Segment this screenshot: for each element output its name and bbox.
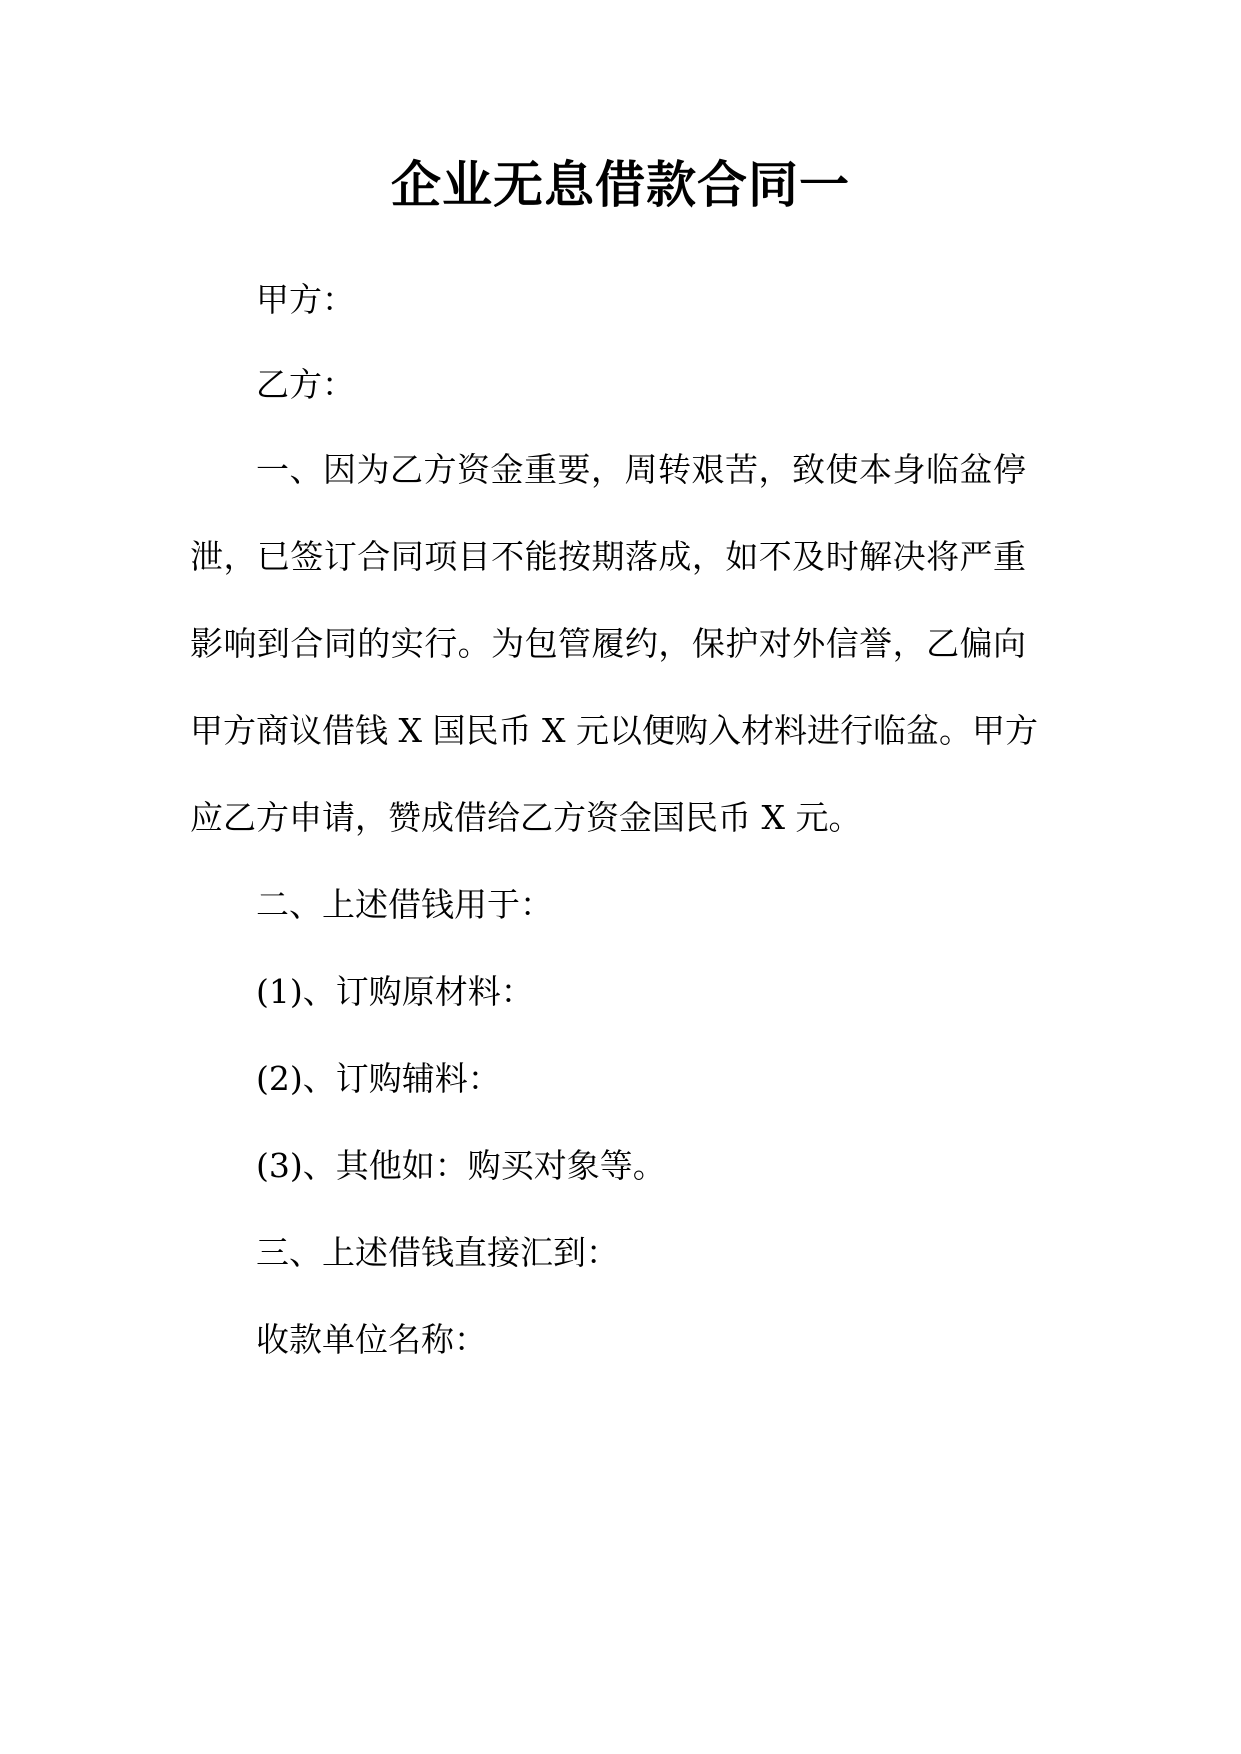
clause1-line-2: 泄，已签订合同项目不能按期落成，如不及时解决将严重 <box>190 537 1026 576</box>
party-a-label: 甲方： <box>256 280 355 319</box>
clause1-line-5: 应乙方申请，赞成借给乙方资金国民币 X 元。 <box>190 798 862 837</box>
clause3-heading: 三、上述借钱直接汇到： <box>256 1233 619 1272</box>
clause1-line-3: 影响到合同的实行。为包管履约，保护对外信誉，乙偏向 <box>190 624 1026 663</box>
clause2-item-3: (3)、其他如：购买对象等。 <box>256 1146 666 1185</box>
party-b-label: 乙方： <box>256 365 355 404</box>
clause2-heading: 二、上述借钱用于： <box>256 885 553 924</box>
clause2-item-1: (1)、订购原材料： <box>256 972 534 1011</box>
clause2-item-2: (2)、订购辅料： <box>256 1059 501 1098</box>
payee-name-label: 收款单位名称： <box>256 1320 487 1359</box>
clause1-line-4: 甲方商议借钱 X 国民币 X 元以便购入材料进行临盆。甲方 <box>190 711 1038 750</box>
document-title: 企业无息借款合同一 <box>391 155 850 214</box>
clause1-line-1: 一、因为乙方资金重要，周转艰苦，致使本身临盆停 <box>256 450 1026 489</box>
